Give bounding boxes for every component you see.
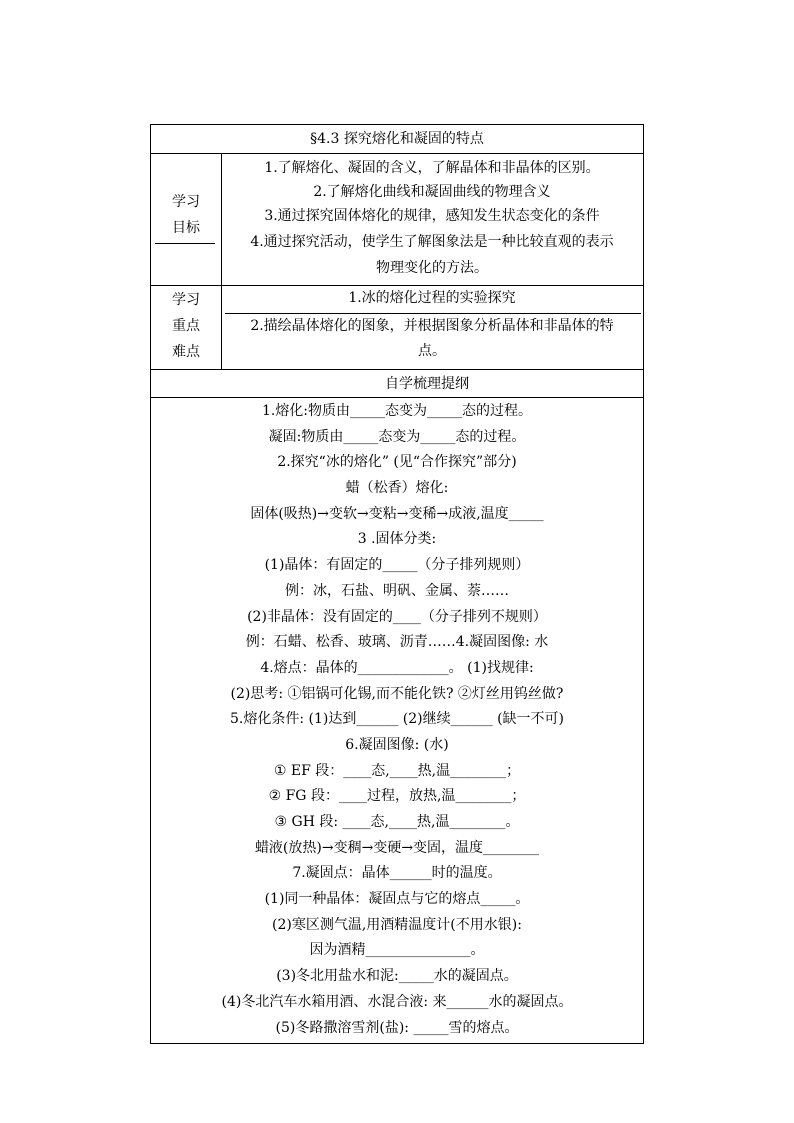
objective-line: 物理变化的方法。	[376, 260, 488, 276]
key-points-label: 学习 重点 难点	[172, 292, 200, 360]
page-title: §4.3 探究熔化和凝固的特点	[310, 131, 484, 147]
outline-line: ① EF 段：____态,____热,温________；	[273, 762, 521, 779]
outline-line: 2.探究“冰的熔化” (见“合作探究”部分)	[277, 454, 517, 471]
outline-line: (2)非晶体：没有固定的____（分子排列不规则）	[247, 608, 547, 625]
outline-line: 4.熔点：晶体的_____________。 (1)找规律:	[260, 659, 534, 676]
outline-line: ③ GH 段: ____态,____热,温________。	[274, 814, 520, 830]
outline-line: (4)冬北汽车水箱用酒、水混合液: 来______水的凝固点。	[221, 993, 573, 1010]
outline-line: 凝固:物质由_____态变为_____态的过程。	[268, 428, 526, 445]
outline-line: 例：冰，石盐、明矾、金属、萘……	[285, 582, 509, 599]
outline-line: 1.熔化:物质由_____态变为_____态的过程。	[261, 403, 533, 419]
outline-line: 因为酒精_______________。	[309, 942, 485, 959]
outline-line: (5)冬路撒溶雪剂(盐): _____雪的熔点。	[275, 1019, 519, 1036]
outline-line: (2)寒区测气温,用酒精温度计(不用水银):	[272, 916, 522, 933]
outline-line: 7.凝固点：晶体______时的温度。	[292, 865, 502, 882]
label-underline	[155, 243, 215, 244]
outline-line: 6.凝固图像: (水)	[345, 736, 449, 753]
objective-line: 3.通过探究固体熔化的规律，感知发生状态变化的条件	[264, 208, 600, 224]
key-point-line: 2.描绘晶体熔化的图象，并根据图象分析晶体和非晶体的特	[250, 318, 614, 334]
outline-line: 固体(吸热)→变软→变粘→变稀→成液,温度_____	[250, 505, 544, 522]
outline-line: 蜡液(放热)→变稠→变硬→变固，温度________	[254, 839, 540, 856]
divider	[151, 397, 643, 398]
outline-line: (1)同一种晶体：凝固点与它的熔点_____。	[264, 891, 530, 908]
objective-line: 4.通过探究活动，使学生了解图象法是一种比较直观的表示	[250, 234, 614, 250]
outline-line: 3 .固体分类:	[357, 531, 437, 548]
study-table	[150, 124, 644, 1044]
outline-line: 5.熔化条件: (1)达到______ (2)继续______ (缺一不可)	[229, 711, 564, 728]
objective-line: 2.了解熔化曲线和凝固曲线的物理含义	[313, 184, 551, 200]
outline-heading: 自学梳理提纲	[385, 376, 469, 392]
outline-line: 例：石蜡、松香、玻璃、沥青……4.凝固图像: 水	[245, 634, 549, 651]
outline-line: 蜡（松香）熔化:	[345, 480, 449, 497]
objective-line: 1.了解熔化、凝固的含义，了解晶体和非晶体的区别。	[264, 160, 600, 176]
divider	[151, 153, 643, 154]
outline-line: ② FG 段：____过程，放热,温________；	[268, 788, 526, 805]
objectives-label: 学习 目标	[172, 194, 200, 236]
outline-line: (3)冬北用盐水和泥:_____水的凝固点。	[276, 968, 518, 985]
outline-body	[151, 399, 643, 1041]
key-point-line: 1.冰的熔化过程的实验探究	[348, 290, 516, 306]
divider	[151, 369, 643, 370]
outline-line: (2)思考: ①铝锅可化锡,而不能化铁? ②灯丝用钨丝做?	[230, 685, 564, 702]
outline-line: (1)晶体：有固定的_____（分子排列规则）	[264, 557, 530, 574]
key-point-line: 点。	[418, 343, 446, 359]
